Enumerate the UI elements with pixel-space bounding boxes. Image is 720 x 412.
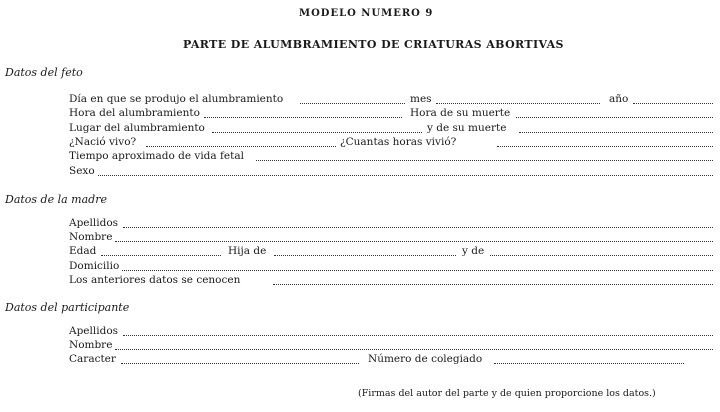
form-title: PARTE DE ALUMBRAMIENTO DE CRIATURAS ABORTIVAS [183, 38, 564, 51]
death-place-label: y de su muerte [427, 122, 507, 134]
data-known-label: Los anteriores datos se cenocen [69, 274, 241, 286]
and-of-label: y de [462, 245, 485, 257]
year-field[interactable] [633, 103, 713, 104]
mother-age-field[interactable] [101, 255, 221, 256]
birth-time-field[interactable] [204, 117, 402, 118]
license-number-field[interactable] [494, 363, 684, 364]
mother-name-label: Nombre [69, 231, 113, 243]
mother-age-label: Edad [69, 245, 97, 257]
birth-place-field[interactable] [212, 132, 422, 133]
data-known-field[interactable] [273, 284, 713, 285]
participant-character-field[interactable] [121, 363, 359, 364]
year-label: año [609, 93, 629, 105]
sex-label: Sexo [69, 165, 95, 177]
participant-surnames-label: Apellidos [69, 325, 119, 337]
sex-field[interactable] [98, 175, 713, 176]
death-place-field[interactable] [519, 132, 713, 133]
mother-name-field[interactable] [115, 241, 713, 242]
death-time-label: Hora de su muerte [410, 107, 511, 119]
mother-surnames-label: Apellidos [69, 217, 119, 229]
participant-name-label: Nombre [69, 339, 113, 351]
born-alive-field[interactable] [146, 146, 336, 147]
model-number: MODELO NUMERO 9 [299, 8, 434, 19]
birth-time-label: Hora del alumbramiento [69, 107, 200, 119]
section-mother-heading: Datos de la madre [5, 193, 107, 206]
section-participant-heading: Datos del participante [5, 301, 130, 314]
birth-day-label: Día en que se produjo el alumbramiento [69, 93, 284, 105]
mother-surnames-field[interactable] [123, 227, 713, 228]
death-time-field[interactable] [516, 117, 713, 118]
and-of-field[interactable] [490, 255, 713, 256]
hours-lived-label: ¿Cuantas horas vivió? [340, 136, 457, 148]
section-fetus-heading: Datos del feto [5, 66, 83, 79]
daughter-of-field[interactable] [274, 255, 456, 256]
fetal-life-label: Tiempo aproximado de vida fetal [69, 150, 244, 162]
birth-day-field[interactable] [300, 103, 405, 104]
signatures-note: (Firmas del autor del parte y de quien proporcione los datos.) [358, 388, 656, 399]
month-field[interactable] [436, 103, 600, 104]
participant-surnames-field[interactable] [123, 335, 713, 336]
born-alive-label: ¿Nació vivo? [69, 136, 137, 148]
participant-name-field[interactable] [115, 349, 713, 350]
license-number-label: Número de colegiado [368, 353, 483, 365]
month-label: mes [410, 93, 432, 105]
participant-character-label: Caracter [69, 353, 116, 365]
fetal-life-field[interactable] [256, 160, 713, 161]
daughter-of-label: Hija de [228, 245, 267, 257]
mother-address-field[interactable] [122, 270, 713, 271]
hours-lived-field[interactable] [497, 146, 713, 147]
mother-address-label: Domicilio [69, 260, 120, 272]
birth-place-label: Lugar del alumbramiento [69, 122, 205, 134]
